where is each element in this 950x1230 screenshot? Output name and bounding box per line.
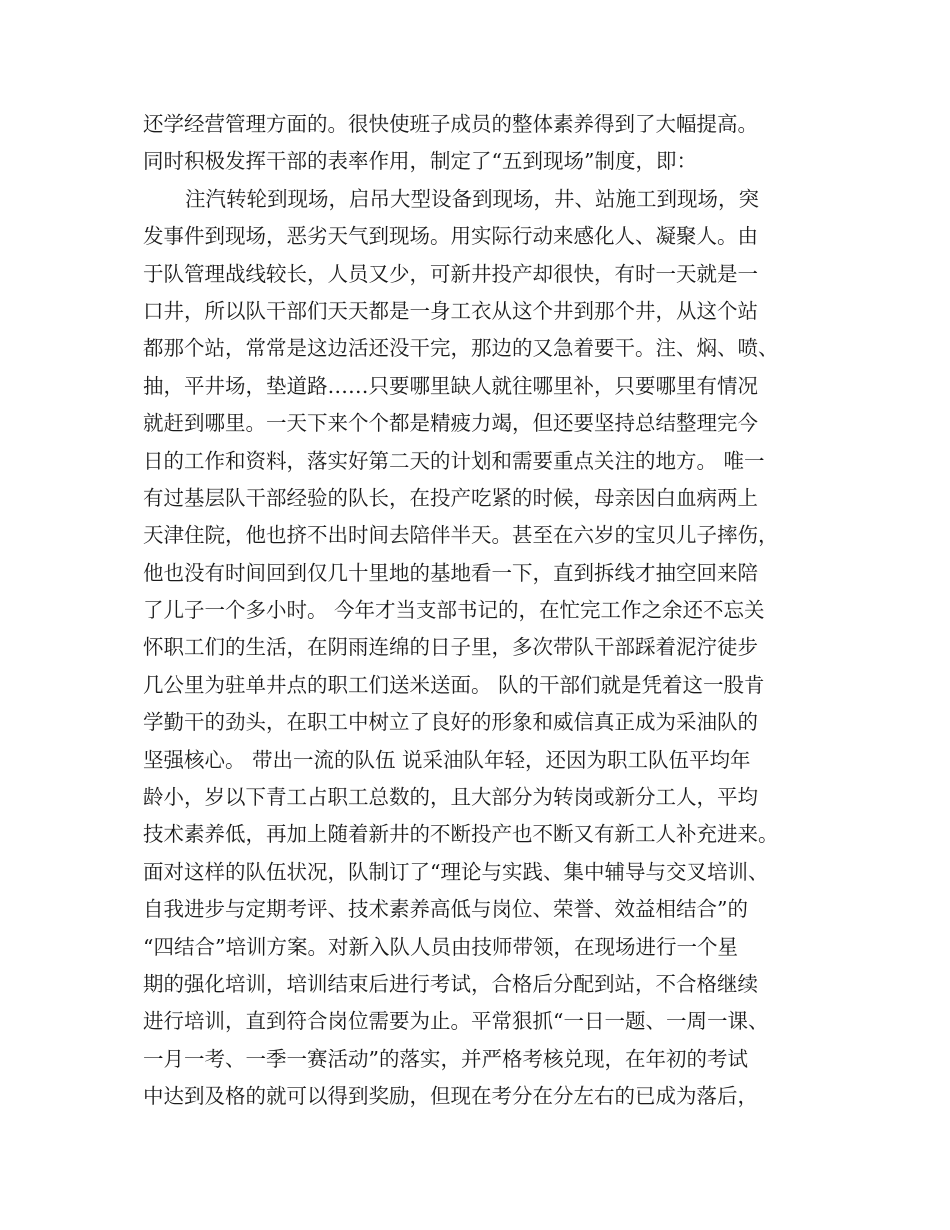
text-line: 抽，平井场，垫道路……只要哪里缺人就往哪里补，只要哪里有情况 [143, 373, 758, 398]
text-line: 有过基层队干部经验的队长，在投产吃紧的时候，母亲因白血病两上 [143, 485, 758, 510]
text-line: 期的强化培训，培训结束后进行考试，合格后分配到站，不合格继续 [143, 971, 758, 996]
text-line: 日的工作和资料，落实好第二天的计划和需要重点关注的地方。 唯一 [143, 448, 765, 473]
text-line: 龄小，岁以下青工占职工总数的，且大部分为转岗或新分工人，平均 [143, 785, 758, 810]
text-line: 技术素养低，再加上随着新井的不断投产也不断又有新工人补充进来。 [143, 822, 779, 847]
text-line: 几公里为驻单井点的职工们送米送面。 队的干部们就是凭着这一股肯 [143, 672, 765, 697]
text-line: 口井，所以队干部们天天都是一身工衣从这个井到那个井，从这个站 [143, 298, 758, 323]
body-text [143, 106, 813, 1116]
text-line: 于队管理战线较长，人员又少，可新井投产却很快，有时一天就是一 [143, 261, 758, 286]
text-line: 都那个站，常常是这边活还没干完，那边的又急着要干。注、焖、喷、 [143, 336, 779, 361]
text-line: 天津住院，他也挤不出时间去陪伴半天。甚至在六岁的宝贝儿子摔伤， [143, 523, 779, 548]
text-line: 面对这样的队伍状况，队制订了“理论与实践、集中辅导与交叉培训、 [143, 859, 769, 884]
text-line: 了儿子一个多小时。 今年才当支部书记的，在忙完工作之余还不忘关 [143, 598, 765, 623]
text-line: 还学经营管理方面的。很快使班子成员的整体素养得到了大幅提高。 [143, 112, 758, 136]
text-line: 就赶到哪里。一天下来个个都是精疲力竭，但还要坚持总结整理完今 [143, 411, 758, 436]
text-line: 他也没有时间回到仅几十里地的基地看一下，直到拆线才抽空回来陪 [143, 560, 758, 585]
paragraph-first-line: 注汽转轮到现场，启吊大型设备到现场，井、站施工到现场，突 [185, 186, 759, 211]
text-line: 坚强核心。 带出一流的队伍 说采油队年轻，还因为职工队伍平均年 [143, 747, 751, 772]
text-line: “四结合”培训方案。对新入队人员由技师带领，在现场进行一个星 [143, 934, 738, 959]
text-line: 自我进步与定期考评、技术素养高低与岗位、荣誉、效益相结合”的 [143, 897, 748, 922]
text-line: 一月一考、一季一赛活动”的落实，并严格考核兑现，在年初的考试 [143, 1046, 748, 1071]
text-line: 发事件到现场，恶劣天气到现场。用实际行动来感化人、凝聚人。由 [143, 224, 758, 249]
text-line: 同时积极发挥干部的表率作用，制定了“五到现场”制度，即： [143, 149, 697, 174]
text-line: 进行培训，直到符合岗位需要为止。平常狠抓“一日一题、一周一课、 [143, 1009, 769, 1034]
text-line: 怀职工们的生活，在阴雨连绵的日子里，多次带队干部踩着泥泞徒步 [143, 635, 758, 660]
text-line: 学勤干的劲头，在职工中树立了良好的形象和威信真正成为采油队的 [143, 710, 758, 735]
text-line: 中达到及格的就可以得到奖励，但现在考分在分左右的已成为落后， [143, 1084, 758, 1109]
